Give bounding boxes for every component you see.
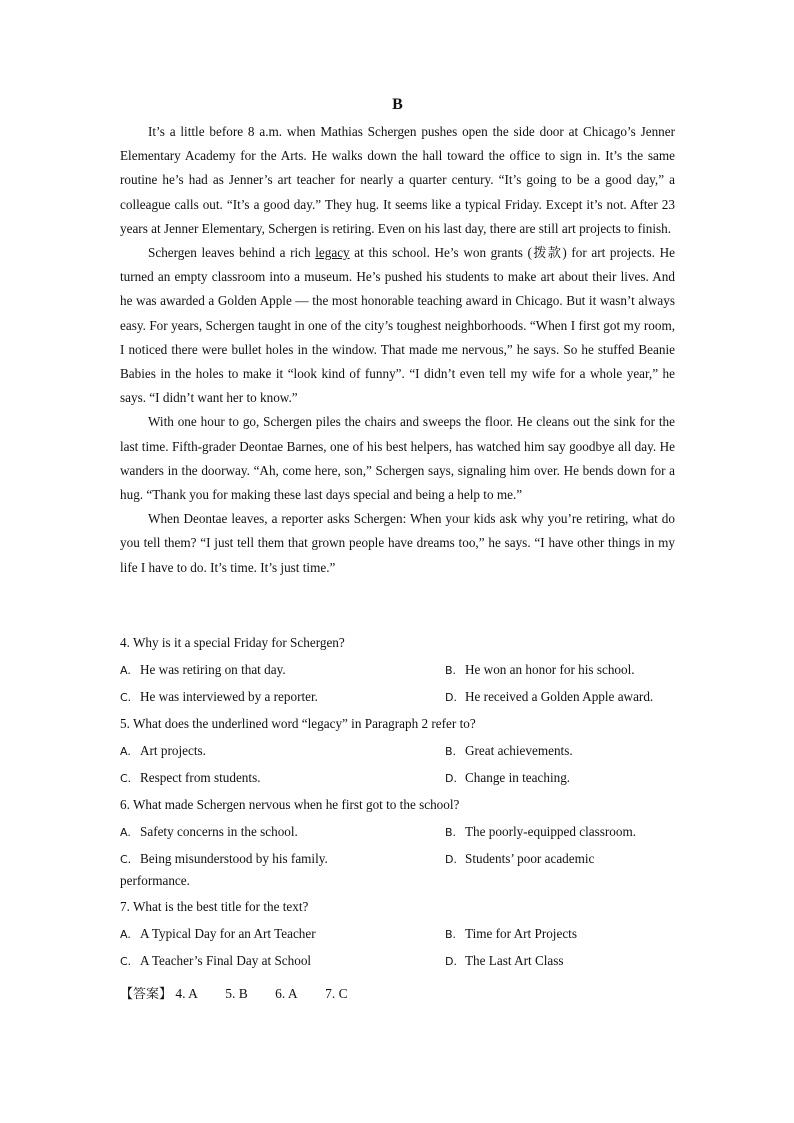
option-letter: B.: [445, 928, 457, 941]
underlined-word-legacy: legacy: [315, 245, 350, 261]
question-6-options-row-1: [120, 820, 675, 847]
paragraph-3: With one hour to go, Schergen piles the chairs and sweeps the floor. He cleans out the sink for the last time. Fifth-grader Deontae Barnes, one of his best helpers, has watched him say goodbye all day. He wanders in the doorway. “Ah, come here, son,” Schergen says, signaling him over. He bends down for a hug. “Thank you for making these last days special and being a help to me.”: [120, 414, 675, 503]
option-letter: A.: [120, 826, 131, 839]
answer-item: 5. B: [225, 986, 248, 1001]
option-6c[interactable]: [120, 847, 445, 874]
option-letter: D.: [445, 955, 457, 968]
reading-passage: [120, 120, 675, 580]
option-4c[interactable]: [120, 685, 445, 712]
option-text: The poorly-equipped classroom.: [465, 824, 637, 839]
option-letter: C.: [120, 691, 132, 704]
option-letter: D.: [445, 691, 457, 704]
paragraph-2: [120, 241, 675, 410]
option-6d-continuation: performance.: [120, 873, 190, 888]
paragraph-2-start: Schergen leaves behind a rich: [148, 245, 316, 261]
option-letter: C.: [120, 853, 132, 866]
option-5c[interactable]: [120, 766, 445, 793]
option-letter: A.: [120, 928, 131, 941]
option-7a[interactable]: [120, 922, 445, 949]
option-5d[interactable]: [445, 766, 675, 793]
answer-item: 4. A: [175, 986, 198, 1001]
question-5-stem: 5. What does the underlined word “legacy” in Paragraph 2 refer to?: [120, 716, 476, 731]
question-5-options-row-1: [120, 739, 675, 766]
option-6d[interactable]: [445, 847, 675, 874]
answer-item: 7. C: [325, 986, 348, 1001]
option-letter: B.: [445, 745, 457, 758]
option-letter: B.: [445, 664, 457, 677]
option-4a[interactable]: [120, 658, 445, 685]
option-text: The Last Art Class: [465, 953, 564, 968]
option-text: Being misunderstood by his family.: [140, 851, 328, 866]
option-5a[interactable]: [120, 739, 445, 766]
question-4-stem: 4. Why is it a special Friday for Schergen?: [120, 635, 345, 650]
option-text: He received a Golden Apple award.: [465, 689, 654, 704]
option-6a[interactable]: [120, 820, 445, 847]
option-text: He won an honor for his school.: [465, 662, 635, 677]
option-4d[interactable]: [445, 685, 675, 712]
question-6-options-row-2: [120, 847, 675, 874]
option-text: A Typical Day for an Art Teacher: [140, 926, 316, 941]
option-letter: A.: [120, 664, 131, 677]
option-text: A Teacher’s Final Day at School: [140, 953, 312, 968]
option-letter: B.: [445, 826, 457, 839]
question-7-options-row-1: [120, 922, 675, 949]
option-text: Respect from students.: [140, 770, 261, 785]
option-letter: A.: [120, 745, 131, 758]
question-5-options-row-2: [120, 766, 675, 793]
option-7c[interactable]: [120, 949, 445, 976]
option-letter: D.: [445, 772, 457, 785]
question-4-options-row-1: [120, 658, 675, 685]
option-4b[interactable]: [445, 658, 675, 685]
option-text: He was retiring on that day.: [140, 662, 286, 677]
question-7-options-row-2: [120, 949, 675, 976]
question-6-stem: 6. What made Schergen nervous when he first got to the school?: [120, 797, 460, 812]
option-text: Great achievements.: [465, 743, 573, 758]
section-title: B: [392, 96, 403, 113]
question-4-options-row-2: [120, 685, 675, 712]
question-list: [120, 631, 675, 976]
option-text: Time for Art Projects: [465, 926, 577, 941]
option-7b[interactable]: [445, 922, 675, 949]
option-text: Art projects.: [140, 743, 206, 758]
answer-tag: 【答案】: [120, 987, 173, 1002]
option-letter: C.: [120, 772, 132, 785]
question-7-stem: 7. What is the best title for the text?: [120, 899, 309, 914]
paragraph-1: It’s a little before 8 a.m. when Mathias Schergen pushes open the side door at Chicago’s Jenner Elementary Academy for the Arts. He walks down the hall toward the office to sign in. It’s the same routine he’s had as Jenner’s art teacher for nearly a quarter century. “It’s going to be a good day,” a colleague calls out. “It’s a good day.” They hug. It seems like a typical Friday. Except it’s not. After 23 years at Jenner Elementary, Schergen is retiring. Even on his last day, there are still art projects to finish.: [120, 124, 675, 236]
option-text: Safety concerns in the school.: [140, 824, 298, 839]
option-letter: C.: [120, 955, 132, 968]
option-7d[interactable]: [445, 949, 675, 976]
paragraph-4: When Deontae leaves, a reporter asks Schergen: When your kids ask why you’re retiring, what do you tell them? “I just tell them that grown people have dreams too,” he says. “I have other things in my life I have to do. It’s time. It’s just time.”: [120, 511, 675, 575]
option-text: Change in teaching.: [465, 770, 571, 785]
answer-key: [120, 983, 372, 1002]
answer-item: 6. A: [275, 986, 298, 1001]
option-text: He was interviewed by a reporter.: [140, 689, 318, 704]
option-text: Students’ poor academic: [465, 851, 595, 866]
option-letter: D.: [445, 853, 457, 866]
option-6b[interactable]: [445, 820, 675, 847]
option-5b[interactable]: [445, 739, 675, 766]
paragraph-2-rest: at this school. He’s won grants (拨款) for art projects. He turned an empty classroom into a museum. He’s pushed his students to make art about their lives. And he was awarded a Golden Apple — the most honorable teaching award in Chicago. But it wasn’t always easy. For years, Schergen taught in one of the city’s toughest neighborhoods. “When I first got my room, I noticed there were bullet holes in the window. That made me nervous,” he says. So he stuffed Beanie Babies in the holes to make it “look kind of funny”. “I didn’t even tell my wife for a whole year,” he says. “I didn’t want her to know.”: [120, 245, 675, 406]
